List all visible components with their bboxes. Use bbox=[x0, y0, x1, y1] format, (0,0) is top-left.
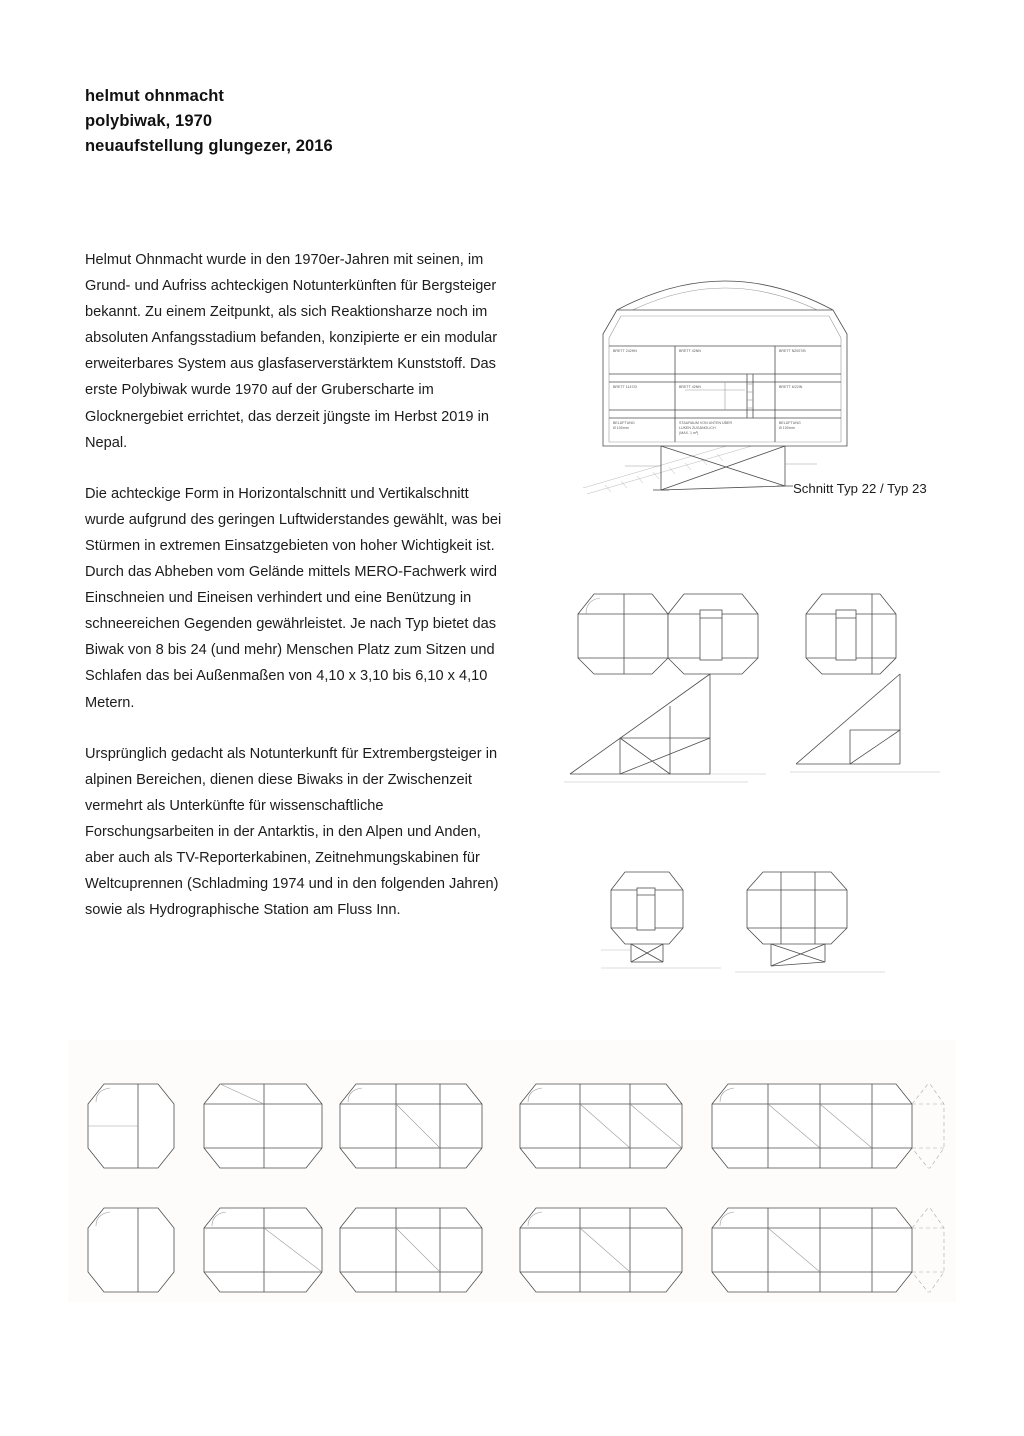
svg-text:Ø 100mm: Ø 100mm bbox=[779, 426, 795, 430]
svg-text:BRETT 42NN: BRETT 42NN bbox=[679, 349, 701, 353]
figure-section-caption: Schnitt Typ 22 / Typ 23 bbox=[793, 481, 927, 496]
paragraph-2: Die achteckige Form in Horizontalschnitt und Vertikalschnitt wurde aufgrund des geringen Luftwiderstandes gewählt, was bei Stürmen in extremen Einsatzgebieten von hoher Wichtigkeit ist. Durch das Abheben vom Gelände mittels MERO-Fachwerk wird Einschneien und Eineisen verhindert und eine Benützung in schneereichen Gegenden gewährleistet. Je nach Typ bietet das Biwak von 8 bis 24 (und mehr) Menschen Platz zum Sitzen und Schlafen das bei Außenmaßen von 4,10 x 3,10 bis 6,10 x 4,10 Metern. bbox=[85, 485, 502, 711]
title-line-2: polybiwak, 1970 bbox=[85, 112, 213, 130]
paragraph-1: Helmut Ohnmacht wurde in den 1970er-Jahren mit seinen, im Grund- und Aufriss achteckigen Notunterkünften für Bergsteiger bekannt. Zu einem Zeitpunkt, als sich Reaktionsharze noch im absoluten Anfangsstadium befanden, konzipierte er ein modular erweiterbares System aus glasfaserverstärktem Kunststoff. Das erste Polybiwak wurde 1970 auf der Gruberscharte im Glocknergebiet errichtet, das derzeit jüngste im Herbst 2019 in Nepal. bbox=[85, 252, 498, 451]
svg-text:BRETT N2007/B: BRETT N2007/B bbox=[779, 349, 806, 353]
svg-text:(MAX. 1 m³): (MAX. 1 m³) bbox=[679, 431, 699, 435]
page-title bbox=[85, 84, 333, 159]
svg-text:BELÜFTUNG: BELÜFTUNG bbox=[779, 421, 801, 425]
svg-text:STAURAUM VON UNTEN ÜBER: STAURAUM VON UNTEN ÜBER bbox=[679, 421, 733, 425]
body-text-column bbox=[85, 247, 505, 923]
svg-text:BRETT 242HN: BRETT 242HN bbox=[613, 349, 637, 353]
title-line-3: neuaufstellung glungezer, 2016 bbox=[85, 137, 333, 155]
title-line-1: helmut ohnmacht bbox=[85, 87, 225, 105]
paragraph-3: Ursprünglich gedacht als Notunterkunft für Extrembergsteiger in alpinen Bereichen, dienen diese Biwaks in der Zwischenzeit vermehrt als Unterkünfte für wissenschaftliche Forschungsarbeiten in der Antarktis, in den Alpen und Anden, aber auch als TV-Reporterkabinen, Zeitnehmungskabinen für Weltcuprennen (Schladming 1974 und in den folgenden Jahren) sowie als Hydrographische Station am Fluss Inn. bbox=[85, 745, 499, 919]
figure-plan-typologies bbox=[68, 1040, 956, 1302]
svg-text:Ø 100mm: Ø 100mm bbox=[613, 426, 629, 430]
svg-text:BRETT 42NN: BRETT 42NN bbox=[679, 385, 701, 389]
svg-text:BRETT 1147/D: BRETT 1147/D bbox=[613, 385, 638, 389]
svg-text:BRETT 6/22IN: BRETT 6/22IN bbox=[779, 385, 803, 389]
figure-slope-elevations bbox=[560, 578, 960, 808]
figure-end-elevations bbox=[595, 862, 955, 992]
svg-text:LUKEN ZUGÄNGLICH: LUKEN ZUGÄNGLICH bbox=[679, 426, 716, 430]
svg-text:BELÜFTUNG: BELÜFTUNG bbox=[613, 421, 635, 425]
figure-section-drawing bbox=[565, 238, 965, 498]
